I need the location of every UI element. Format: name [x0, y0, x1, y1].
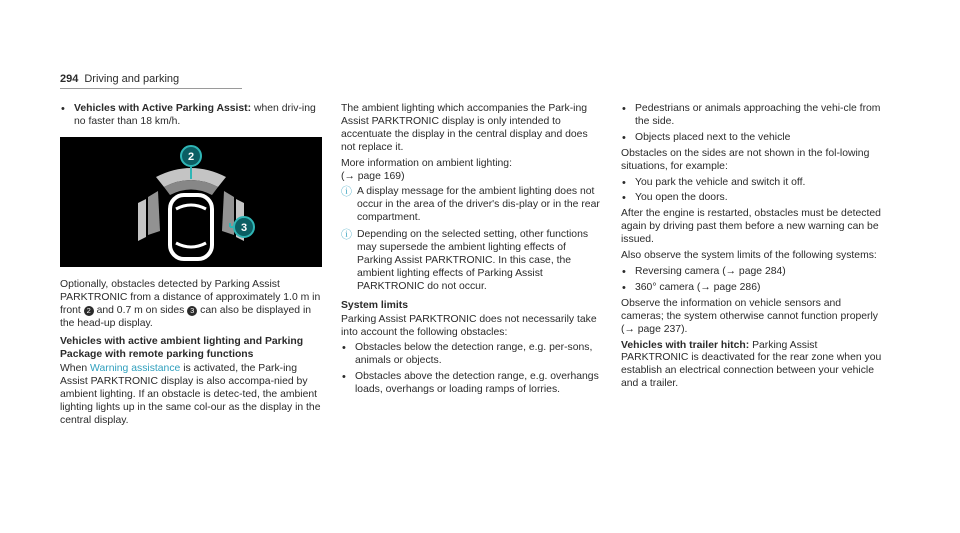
page-header — [60, 73, 179, 86]
paragraph: Observe the information on vehicle sensors and cameras; the system otherwise cannot function properly (→ page 237). — [621, 297, 879, 335]
column-3 — [621, 103, 883, 394]
list-item: • Obstacles below the detection range, e.g. per-sons, animals or objects. — [342, 342, 593, 367]
paragraph: When Warning assistance is activated, the Park-ing Assist PARKTRONIC display is also accompa-nied by ambient lighting. If an obstacle is detec-ted, the ambient lighting lights up in the same col-our as the display in the central display. — [60, 363, 321, 426]
section-title: Driving and parking — [84, 73, 180, 85]
list-item: • You open the doors. — [622, 192, 728, 205]
warning-assistance-link[interactable]: Warning assistance — [90, 363, 181, 375]
parktronic-figure — [60, 137, 322, 267]
paragraph: Optionally, obstacles detected by Parking Assist PARKTRONIC from a distance of approximately 1.0 m in front 2 and 0.7 m on sides 3 can also be displayed in the head-up display. — [60, 278, 321, 329]
bullet-icon: • — [622, 265, 626, 278]
bullet-icon: • — [622, 281, 626, 294]
bullet-icon: • — [622, 103, 626, 115]
info-icon: ⓘ — [341, 186, 352, 199]
info-icon: ⓘ — [341, 229, 352, 242]
bullet-icon: • — [622, 131, 626, 144]
bullet-icon: • — [622, 176, 626, 189]
list-item[interactable]: • Reversing camera (→ page 284) — [622, 265, 786, 278]
list-item: • Objects placed next to the vehicle — [622, 131, 791, 144]
paragraph: After the engine is restarted, obstacles must be detected again by driving past them before a new warning can be issued. — [621, 208, 881, 246]
callout-2-badge: 2 — [84, 306, 94, 316]
callout-2-label: 2 — [187, 150, 195, 163]
bullet-icon: • — [342, 371, 346, 384]
paragraph: The ambient lighting which accompanies the Park-ing Assist PARKTRONIC display is only intended to accentuate the display in the central display and does not replace it. — [341, 103, 588, 153]
list-item — [60, 103, 325, 129]
paragraph: More information on ambient lighting: (→ page 169) — [341, 157, 512, 182]
bullet-label: Vehicles with Active Parking Assist: — [74, 103, 252, 114]
section-heading: System limits — [341, 299, 408, 311]
list-item: • Pedestrians or animals approaching the vehi-cle from the side. — [622, 103, 881, 127]
paragraph: Obstacles on the sides are not shown in the fol-lowing situations, for example: — [621, 147, 870, 172]
note: ⓘ Depending on the selected setting, other functions may supersede the ambient lighting effects of Parking Assist PARKTRONIC. In this case, the ambient lighting effects of Parking Assist PARKTRONIC do not occur. — [341, 229, 589, 292]
paragraph: Also observe the system limits of the following systems: — [621, 250, 877, 262]
bullet-icon: • — [342, 342, 346, 355]
callout-3-label: 3 — [240, 221, 248, 234]
section-heading: Vehicles with active ambient lighting and Parking Package with remote parking functions — [60, 336, 304, 361]
column-2 — [341, 103, 603, 400]
header-divider — [60, 88, 242, 89]
list-item[interactable]: • 360° camera (→ page 286) — [622, 281, 761, 294]
list-item: • Obstacles above the detection range, e.g. overhangs loads, overhangs or loading ramps of lorries. — [342, 371, 599, 396]
list-item: • You park the vehicle and switch it off. — [622, 176, 806, 189]
bullet-icon: • — [61, 103, 65, 115]
page-reference-link[interactable]: (→ page 169) — [341, 170, 405, 182]
bullet-text: when driv-ing no faster than 18 km/h. — [74, 103, 316, 127]
callout-3-badge: 3 — [187, 306, 197, 316]
paragraph: Vehicles with trailer hitch: Parking Assist PARKTRONIC is deactivated for the rear zone when you establish an electrical connection between your vehicle and a trailer. — [621, 339, 882, 390]
page-number: 294 — [60, 73, 79, 85]
paragraph: Parking Assist PARKTRONIC does not necessarily take into account the following obstacles: — [341, 313, 597, 338]
column-1 — [60, 103, 325, 431]
note: ⓘ A display message for the ambient lighting does not occur in the area of the driver's dis-play or in the rear compartment. — [341, 186, 600, 224]
bullet-icon: • — [622, 192, 626, 205]
